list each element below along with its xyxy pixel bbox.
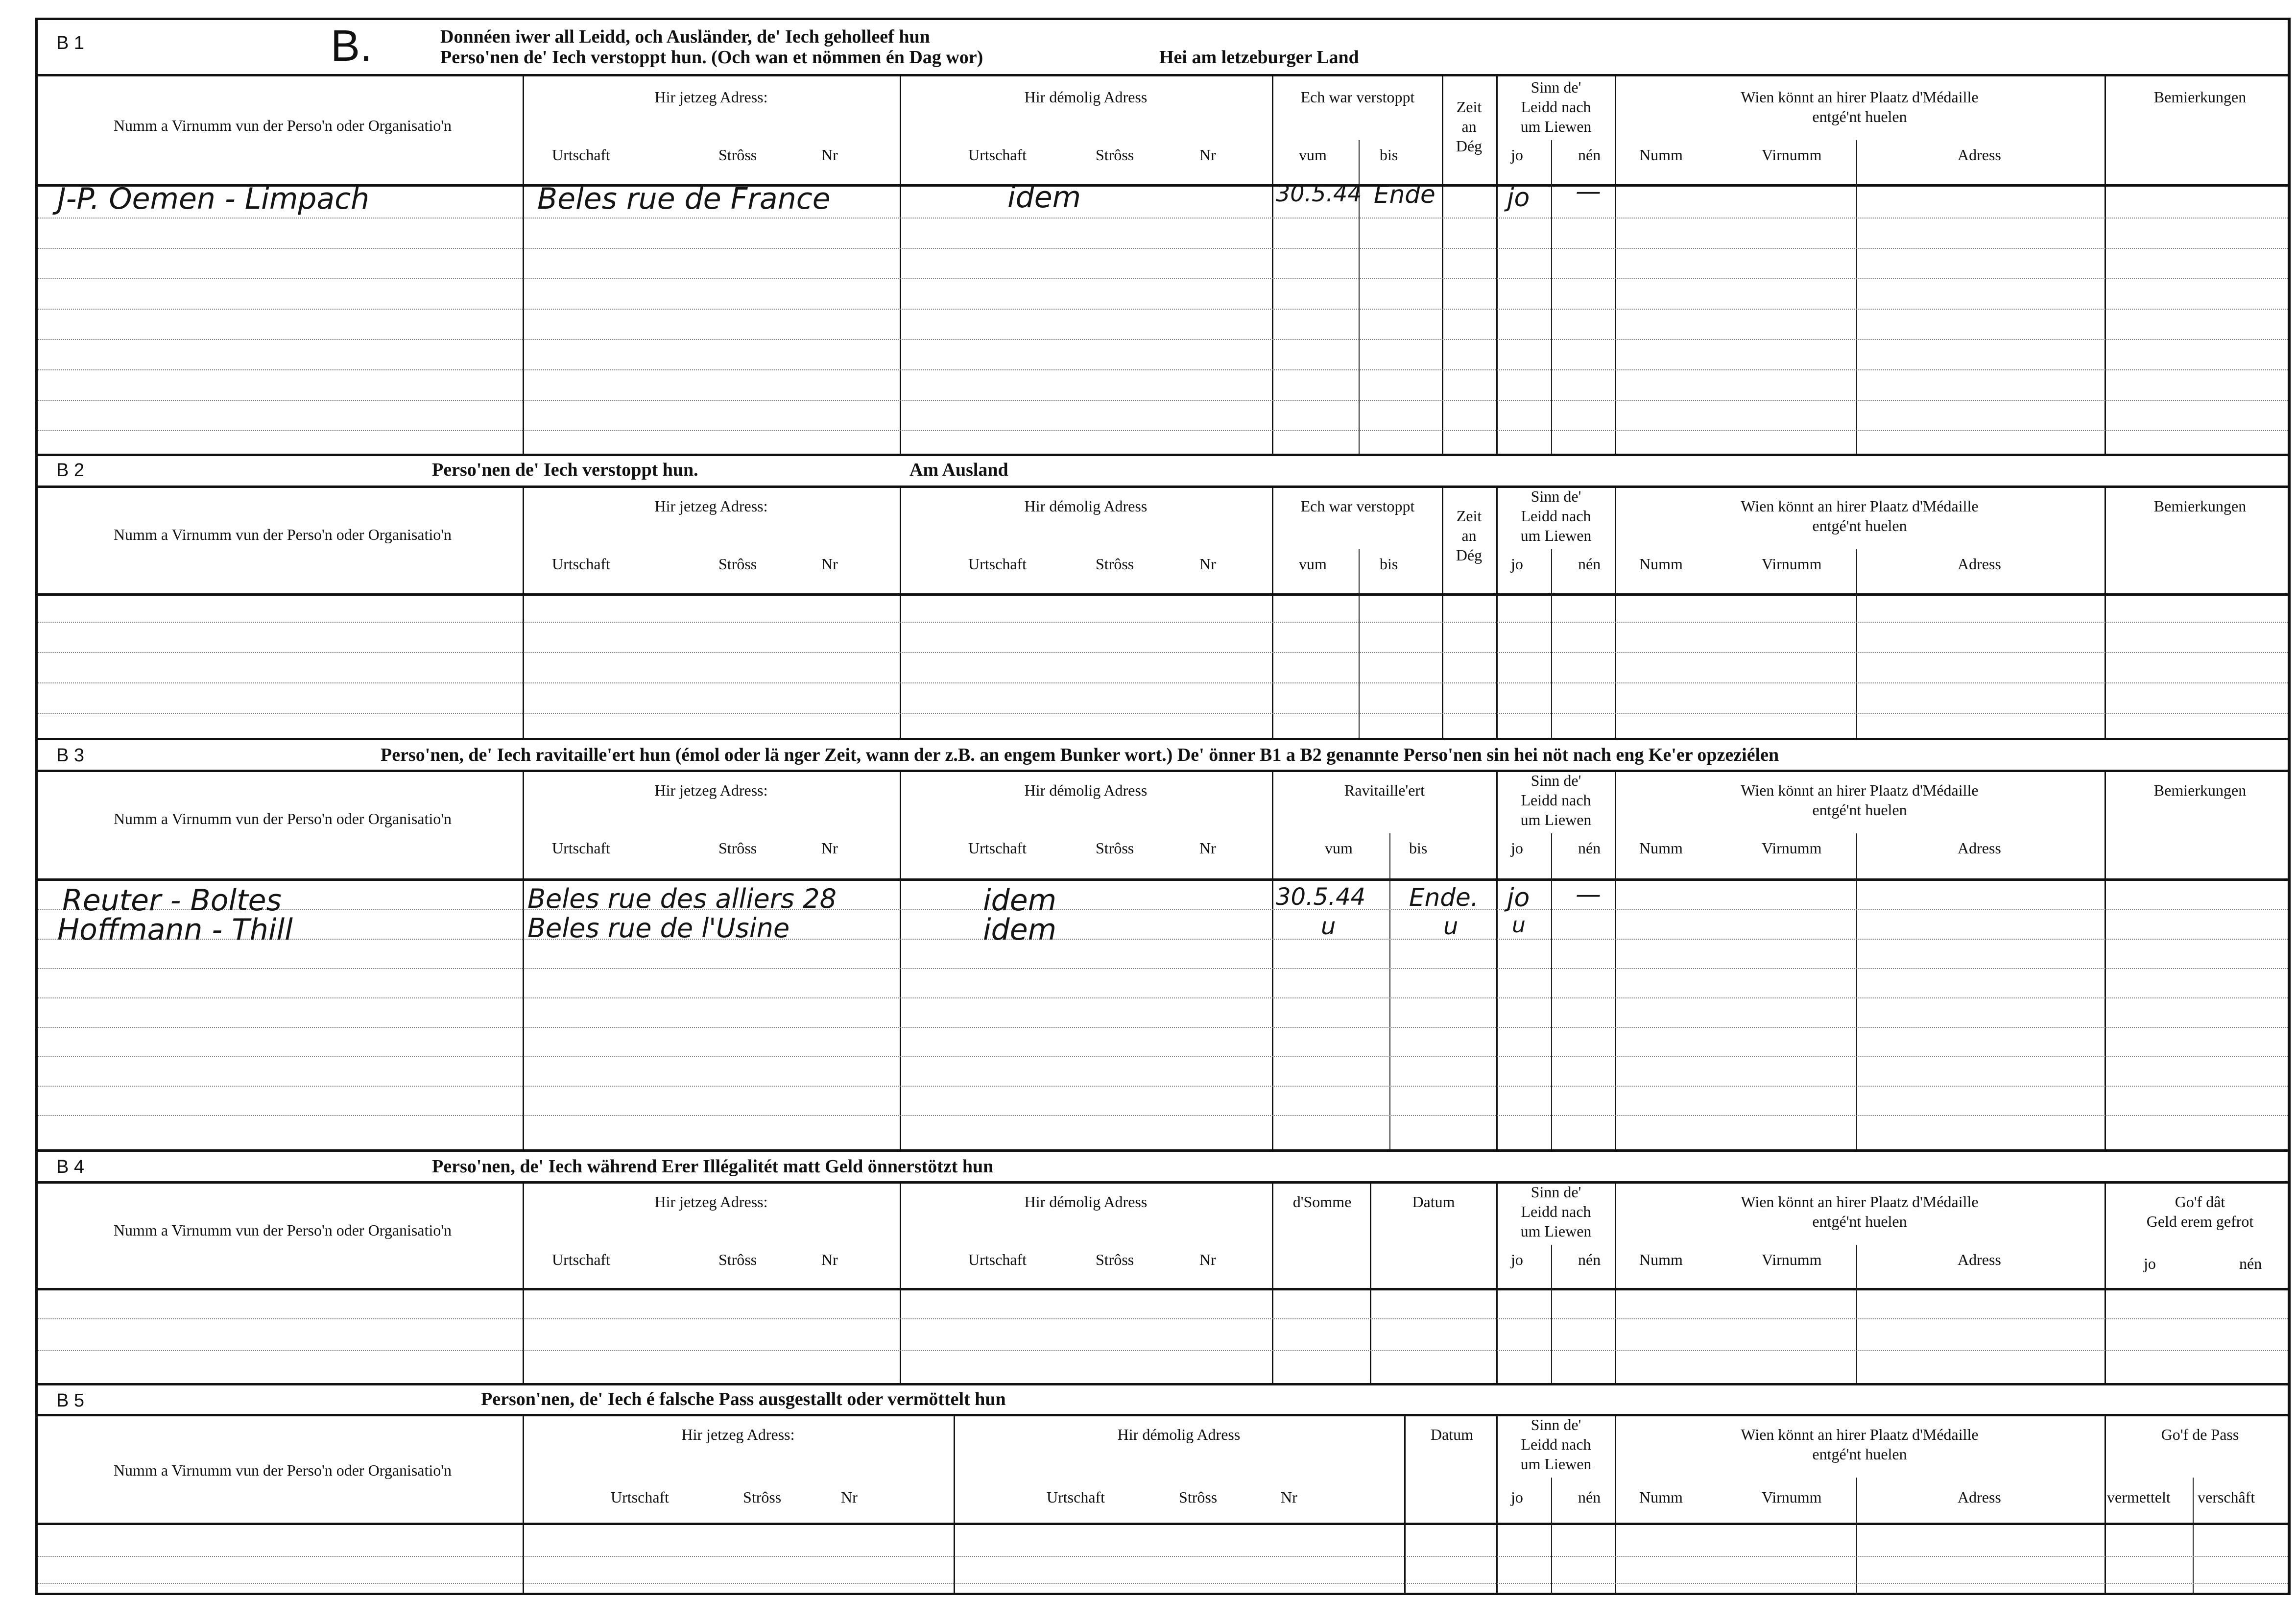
col-header-yes: jo — [1511, 555, 1523, 573]
entry-alive-yes: u — [1512, 913, 1526, 938]
col-header-medal-firstname: Virnumm — [1762, 555, 1822, 573]
section-b4-header — [38, 1149, 2288, 1184]
registration-form — [35, 18, 2291, 1595]
section-b5-table — [38, 1414, 2288, 1595]
entry-address: Beles rue de l'Usine — [527, 913, 790, 944]
col-header-mediated: vermettelt — [2107, 1488, 2171, 1506]
col-header-from: vum — [1325, 839, 1353, 857]
col-header-urtschaft: Urtschaft — [552, 1251, 611, 1268]
col-header-medal-address: Adress — [1958, 555, 2001, 573]
col-header-current-address: Hir jetzeg Adress: — [654, 497, 768, 515]
section-b2-header — [38, 454, 2288, 488]
col-header-alive: Sinn de' Leidd nach um Liewen — [1520, 78, 1592, 135]
col-header-yes: jo — [1511, 839, 1523, 857]
col-header-alive: Sinn de' Leidd nach um Liewen — [1520, 772, 1592, 828]
col-header-medal: Wien könnt an hirer Plaatz d'Médaille entgé'nt huelen — [1741, 1426, 1979, 1463]
col-header-medal-address: Adress — [1958, 146, 2001, 164]
entry-address: Beles rue de France — [537, 182, 831, 216]
col-header-medal-firstname: Virnumm — [1762, 1488, 1822, 1506]
col-header-current-address: Hir jetzeg Adress: — [654, 88, 768, 106]
col-header-stross: Strôss — [1179, 1488, 1218, 1506]
col-header-urtschaft: Urtschaft — [1047, 1488, 1105, 1506]
col-header-current-address: Hir jetzeg Adress: — [654, 781, 768, 799]
entry-old-address: idem — [983, 883, 1057, 918]
col-header-name: Numm a Virnumm vun der Perso'n oder Organisatio'n — [113, 117, 452, 134]
col-header-remarks: Bemierkungen — [2153, 781, 2247, 799]
col-header-name: Numm a Virnumm vun der Perso'n oder Organisatio'n — [113, 1461, 452, 1479]
col-header-medal-name: Numm — [1639, 839, 1683, 857]
section-title: Donnéen iwer all Leidd, och Ausländer, de' Iech geholleef hun — [440, 26, 930, 47]
col-header-stross: Strôss — [1096, 555, 1134, 573]
col-header-stross: Strôss — [1096, 839, 1134, 857]
col-header-yes: jo — [1511, 1251, 1523, 1268]
col-header-date: Datum — [1412, 1193, 1455, 1211]
col-header-remarks: Bemierkungen — [2153, 497, 2247, 515]
col-header-nr: Nr — [821, 839, 838, 857]
col-header-yes: jo — [1511, 146, 1523, 164]
col-header-stross: Strôss — [743, 1488, 782, 1506]
col-header-no: nén — [1578, 839, 1601, 857]
col-header-current-address: Hir jetzeg Adress: — [681, 1426, 795, 1443]
col-header-nr: Nr — [821, 146, 838, 164]
section-b5-header — [38, 1383, 2288, 1416]
col-header-stross: Strôss — [718, 146, 757, 164]
section-title-extra: Hei am letzeburger Land — [1159, 47, 1359, 68]
col-header-alive: Sinn de' Leidd nach um Liewen — [1520, 1183, 1592, 1240]
col-header-medal: Wien könnt an hirer Plaatz d'Médaille entgé'nt huelen — [1741, 1193, 1979, 1230]
col-header-urtschaft: Urtschaft — [552, 555, 611, 573]
section-title: Perso'nen, de' Iech während Erer Illégalitét matt Geld önnerstötzt hun — [432, 1156, 994, 1177]
entry-address: Beles rue des alliers 28 — [527, 883, 837, 914]
col-header-yes: jo — [1511, 1488, 1523, 1506]
col-header-days: Zeit an Dég — [1456, 98, 1483, 155]
col-header-date: Datum — [1430, 1426, 1474, 1443]
entry-alive-no: — — [1576, 177, 1601, 206]
section-subtitle: Perso'nen de' Iech verstoppt hun. (Och wan et nömmen én Dag wor) — [440, 47, 983, 68]
col-header-money-returned: Go'f dât Geld erem gefrot — [2146, 1193, 2254, 1230]
section-b4-table — [38, 1181, 2288, 1383]
section-id: B 3 — [56, 745, 85, 766]
entry-from: u — [1321, 913, 1336, 940]
col-header-medal-name: Numm — [1639, 1488, 1683, 1506]
col-header-urtschaft: Urtschaft — [968, 146, 1027, 164]
section-id: B 5 — [56, 1390, 85, 1411]
col-header-medal: Wien könnt an hirer Plaatz d'Médaille entgé'nt huelen — [1741, 88, 1979, 125]
col-header-name: Numm a Virnumm vun der Perso'n oder Organisatio'n — [113, 526, 452, 543]
col-header-medal-firstname: Virnumm — [1762, 146, 1822, 164]
col-header-alive: Sinn de' Leidd nach um Liewen — [1520, 487, 1592, 544]
col-header-nr: Nr — [1199, 839, 1216, 857]
col-header-remarks: Bemierkungen — [2153, 88, 2247, 106]
col-header-nr: Nr — [821, 555, 838, 573]
col-header-yes: jo — [2144, 1255, 2156, 1272]
col-header-nr: Nr — [841, 1488, 858, 1506]
col-header-procured: verschâft — [2198, 1488, 2255, 1506]
col-header-old-address: Hir démolig Adress — [1024, 1193, 1148, 1211]
col-header-to: bis — [1380, 146, 1398, 164]
entry-name: Hoffmann - Thill — [57, 913, 293, 947]
col-header-from: vum — [1299, 146, 1327, 164]
col-header-medal: Wien könnt an hirer Plaatz d'Médaille entgé'nt huelen — [1741, 497, 1979, 534]
col-header-nr: Nr — [821, 1251, 838, 1268]
section-id: B 2 — [56, 460, 85, 481]
col-header-nr: Nr — [1199, 146, 1216, 164]
col-header-no: nén — [2239, 1255, 2262, 1272]
col-header-urtschaft: Urtschaft — [552, 839, 611, 857]
entry-from: 30.5.44 — [1276, 883, 1366, 911]
col-header-alive: Sinn de' Leidd nach um Liewen — [1520, 1416, 1592, 1473]
col-header-urtschaft: Urtschaft — [968, 839, 1027, 857]
section-id: B 1 — [56, 33, 85, 53]
col-header-name: Numm a Virnumm vun der Perso'n oder Organisatio'n — [113, 1221, 452, 1239]
col-header-old-address: Hir démolig Adress — [1117, 1426, 1241, 1443]
col-header-medal-name: Numm — [1639, 1251, 1683, 1268]
col-header-nr: Nr — [1199, 555, 1216, 573]
col-header-medal-address: Adress — [1958, 1251, 2001, 1268]
col-header-medal-name: Numm — [1639, 146, 1683, 164]
section-b1-header — [38, 20, 2288, 76]
entry-alive-yes: jo — [1507, 883, 1530, 913]
section-title-extra: Am Ausland — [909, 460, 1008, 480]
col-header-no: nén — [1578, 1488, 1601, 1506]
entry-name: J-P. Oemen - Limpach — [57, 182, 370, 216]
col-header-nr: Nr — [1281, 1488, 1297, 1506]
section-title: Perso'nen de' Iech verstoppt hun. — [432, 460, 698, 480]
entry-alive-no: — — [1576, 880, 1601, 909]
col-header-no: nén — [1578, 1251, 1601, 1268]
col-header-old-address: Hir démolig Adress — [1024, 497, 1148, 515]
col-header-days: Zeit an Dég — [1456, 507, 1483, 564]
col-header-medal-name: Numm — [1639, 555, 1683, 573]
section-id: B 4 — [56, 1157, 85, 1177]
col-header-no: nén — [1578, 555, 1601, 573]
col-header-urtschaft: Urtschaft — [611, 1488, 670, 1506]
col-header-nr: Nr — [1199, 1251, 1216, 1268]
col-header-stross: Strôss — [1096, 1251, 1134, 1268]
entry-to: u — [1443, 913, 1459, 940]
col-header-from: vum — [1299, 555, 1327, 573]
col-header-stross: Strôss — [718, 1251, 757, 1268]
entry-from: 30.5.44 — [1276, 180, 1362, 207]
col-header-stross: Strôss — [718, 839, 757, 857]
col-header-old-address: Hir démolig Adress — [1024, 88, 1148, 106]
col-header-sum: d'Somme — [1292, 1193, 1352, 1211]
col-header-medal-address: Adress — [1958, 839, 2001, 857]
col-header-hidden: Ech war verstoppt — [1300, 88, 1415, 106]
col-header-medal-firstname: Virnumm — [1762, 1251, 1822, 1268]
col-header-pass-given: Go'f de Pass — [2161, 1426, 2239, 1443]
col-header-stross: Strôss — [718, 555, 757, 573]
entry-to: Ende. — [1409, 883, 1479, 912]
entry-old-address: idem — [1007, 180, 1081, 215]
col-header-name: Numm a Virnumm vun der Perso'n oder Organisatio'n — [113, 810, 452, 827]
section-b3-header — [38, 738, 2288, 772]
col-header-urtschaft: Urtschaft — [552, 146, 611, 164]
section-b3-table — [38, 770, 2288, 1152]
col-header-current-address: Hir jetzeg Adress: — [654, 1193, 768, 1211]
col-header-urtschaft: Urtschaft — [968, 555, 1027, 573]
col-header-medal-address: Adress — [1958, 1488, 2001, 1506]
entry-old-address: idem — [983, 913, 1057, 947]
col-header-no: nén — [1578, 146, 1601, 164]
col-header-hidden: Ech war verstoppt — [1300, 497, 1415, 515]
col-header-medal-firstname: Virnumm — [1762, 839, 1822, 857]
col-header-to: bis — [1380, 555, 1398, 573]
entry-alive-yes: jo — [1507, 183, 1530, 213]
entry-to: Ende — [1374, 180, 1435, 209]
col-header-supplied: Ravitaille'ert — [1344, 781, 1425, 799]
section-b1-table — [38, 76, 2288, 454]
section-title: Person'nen, de' Iech é falsche Pass ausgestallt oder vermöttelt hun — [481, 1389, 1006, 1409]
col-header-to: bis — [1409, 839, 1428, 857]
section-title: Perso'nen, de' Iech ravitaille'ert hun (émol oder lä nger Zeit, wann der z.B. an engem Bunker wort.) De' önner B1 a B2 genannte Perso'nen sin hei nöt nach eng Ke'er opzeziélen — [381, 745, 1779, 765]
col-header-old-address: Hir démolig Adress — [1024, 781, 1148, 799]
col-header-medal: Wien könnt an hirer Plaatz d'Médaille entgé'nt huelen — [1741, 781, 1979, 819]
entry-name: Reuter - Boltes — [62, 883, 282, 918]
col-header-urtschaft: Urtschaft — [968, 1251, 1027, 1268]
section-letter: B. — [331, 22, 373, 71]
col-header-stross: Strôss — [1096, 146, 1134, 164]
section-b2-table — [38, 485, 2288, 740]
